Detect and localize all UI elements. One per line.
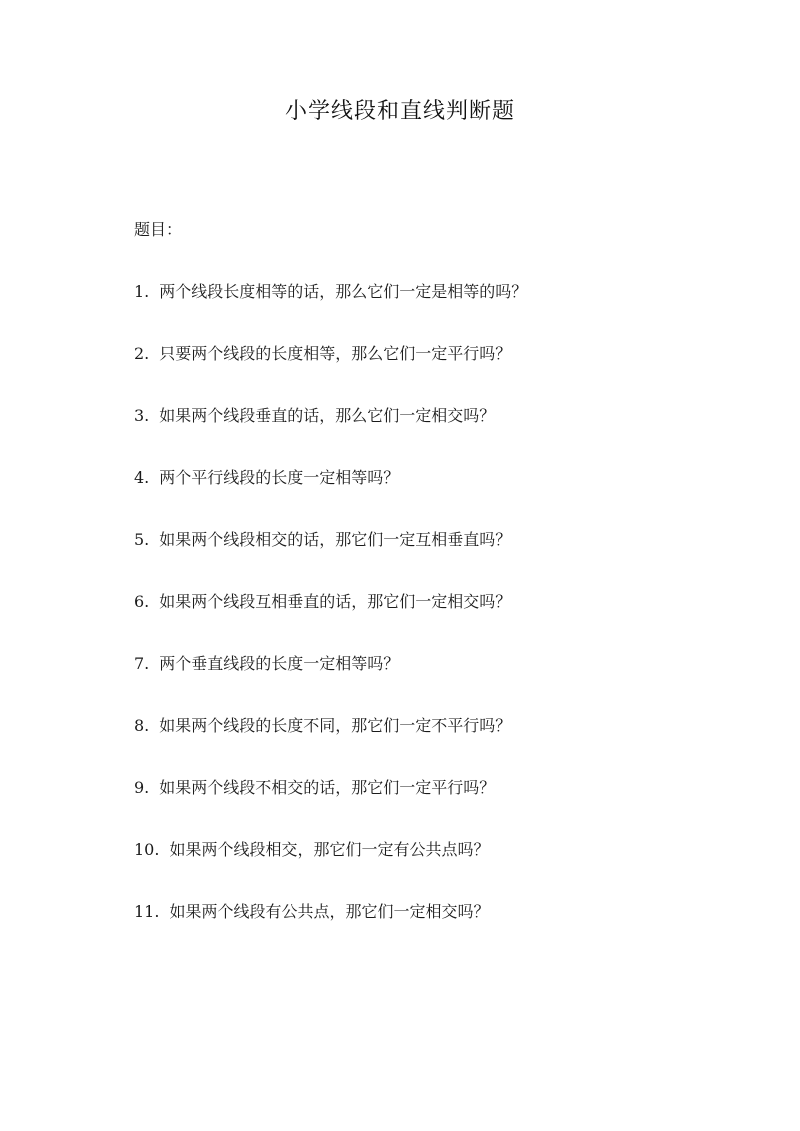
question-number: 3.: [134, 406, 150, 425]
question-text: 如果两个线段相交，那它们一定有公共点吗？: [169, 840, 490, 859]
question-item: [134, 652, 527, 714]
question-item: [134, 404, 527, 466]
question-number: 7.: [134, 654, 150, 673]
question-number: 5.: [134, 530, 150, 549]
question-text: 如果两个线段垂直的话，那么它们一定相交吗？: [159, 406, 496, 425]
question-item: [134, 280, 527, 342]
question-text: 如果两个线段的长度不同，那它们一定不平行吗？: [159, 716, 512, 735]
question-text: 如果两个线段有公共点，那它们一定相交吗？: [169, 902, 490, 921]
question-item: [134, 590, 527, 652]
question-item: [134, 776, 527, 838]
question-number: 8.: [134, 716, 150, 735]
question-text: 两个平行线段的长度一定相等吗？: [159, 468, 400, 487]
question-text: 只要两个线段的长度相等，那么它们一定平行吗？: [159, 344, 512, 363]
question-item: [134, 714, 527, 776]
question-number: 9.: [134, 778, 150, 797]
question-number: 11.: [134, 902, 160, 921]
question-item: [134, 342, 527, 404]
question-item: [134, 466, 527, 528]
question-number: 1.: [134, 282, 150, 301]
question-item: [134, 838, 527, 900]
question-text: 两个垂直线段的长度一定相等吗？: [159, 654, 400, 673]
question-text: 如果两个线段不相交的话，那它们一定平行吗？: [159, 778, 496, 797]
question-item: [134, 528, 527, 590]
question-list: [134, 280, 527, 962]
document-title: 小学线段和直线判断题: [284, 99, 515, 124]
question-number: 4.: [134, 468, 150, 487]
question-number: 2.: [134, 344, 150, 363]
question-text: 如果两个线段相交的话，那它们一定互相垂直吗？: [159, 530, 512, 549]
question-text: 两个线段长度相等的话，那么它们一定是相等的吗？: [159, 282, 528, 301]
question-number: 10.: [134, 840, 160, 859]
question-item: [134, 900, 527, 962]
section-label: 题目：: [134, 220, 183, 239]
question-number: 6.: [134, 592, 150, 611]
question-text: 如果两个线段互相垂直的话，那它们一定相交吗？: [159, 592, 512, 611]
